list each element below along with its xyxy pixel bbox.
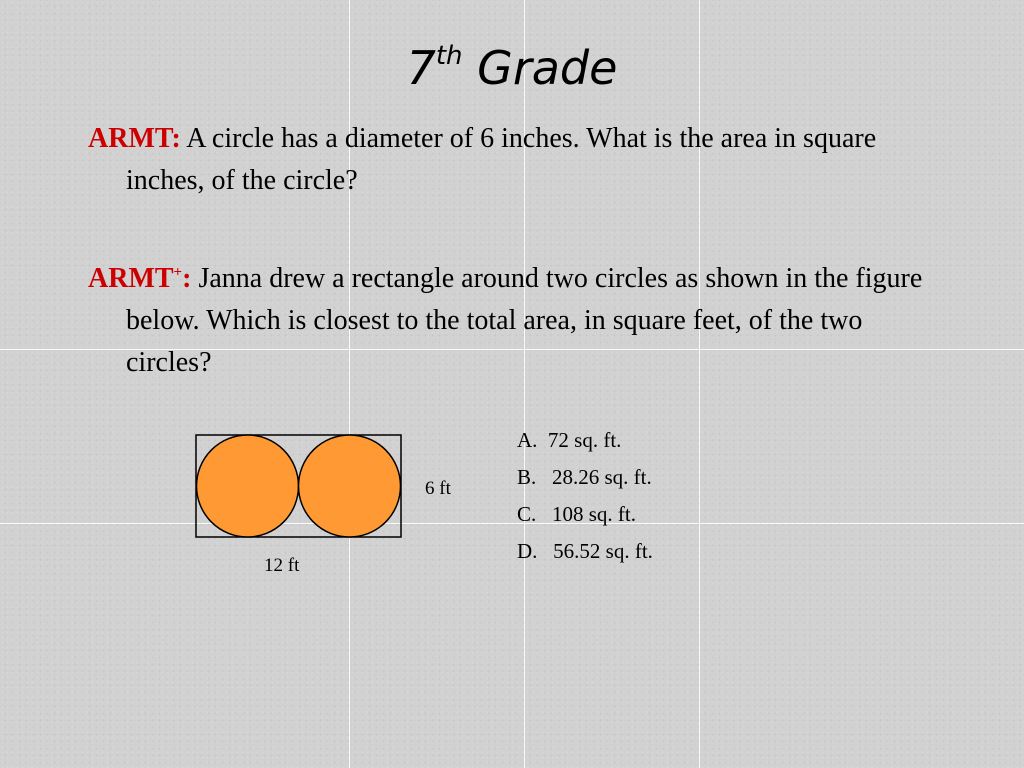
slide-title (0, 38, 1024, 98)
grid-line (349, 0, 350, 768)
title-rest: Grade (462, 41, 618, 95)
left-circle (197, 435, 299, 537)
question-2-text: Janna drew a rectangle around two circles as shown in the figure below. Which is closest to the total area, in square feet, of the two circles? (126, 263, 923, 378)
height-label: 6 ft (425, 478, 451, 499)
question-2-tag-plus: + (173, 264, 183, 281)
circles-in-rectangle-figure (190, 428, 480, 588)
right-circle (299, 435, 401, 537)
grid-line (699, 0, 700, 768)
question-1-text: A circle has a diameter of 6 inches. What is the area in square inches, of the circle? (126, 123, 877, 196)
answer-choices (517, 422, 653, 570)
choice-d: D. 56.52 sq. ft. (517, 539, 653, 563)
choice-b: B. 28.26 sq. ft. (517, 465, 652, 489)
grid-line (0, 523, 1024, 524)
title-ordinal: th (435, 40, 463, 71)
question-2-tag (88, 263, 191, 294)
question-1-tag: ARMT: (88, 123, 181, 154)
grid-line (524, 0, 525, 768)
choice-a: A. 72 sq. ft. (517, 428, 622, 452)
question-2-tag-colon: : (182, 263, 192, 294)
question-1 (88, 118, 948, 202)
title-number: 7 (406, 41, 436, 95)
choice-c: C. 108 sq. ft. (517, 502, 637, 526)
question-2 (88, 258, 948, 384)
question-2-tag-label: ARMT (88, 263, 174, 294)
width-label: 12 ft (264, 555, 300, 576)
